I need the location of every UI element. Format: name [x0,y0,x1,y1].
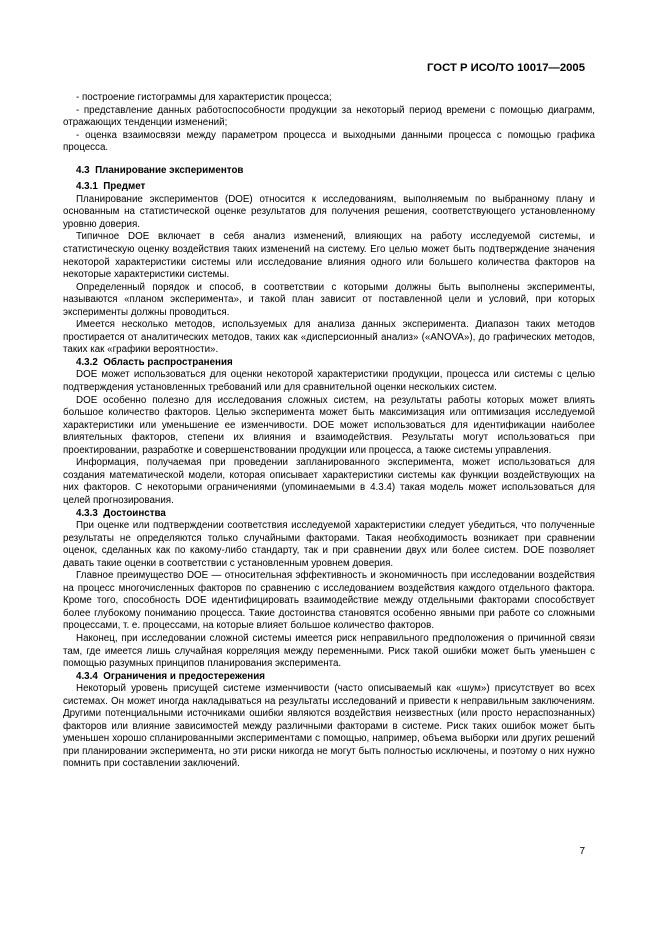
subsection-number: 4.3.2 [76,356,98,368]
subsection-number: 4.3.3 [76,507,98,519]
document-header: ГОСТ Р ИСО/ТО 10017—2005 [427,62,585,74]
paragraph: DOE может использоваться для оценки некоторой характеристики продукции, процесса или системы с целью подтверждения установленных требований или для сравнительной оценки нескольких систем. [63,369,595,394]
subsection-number: 4.3.4 [76,670,98,682]
paragraph: Наконец, при исследовании сложной системы имеется риск неправильного предположения о причинной связи там, где имеется лишь случайная корреляция между переменными. Риск такой ошибки может быть уменьшен с помощью разумных принципов планирования эксперимента. [63,632,595,670]
subsection-title: Предмет [103,181,146,193]
paragraph: Главное преимущество DOE — относительная эффективность и экономичность при исследовании воздействия на процесс многочисленных факторов по сравнению с исследованием воздействия каждого отдельного фактора. Кроме того, способность DOE идентифицировать взаимодействие между отдельными факторами способствует более глубокому пониманию процесса. Такие достоинства становятся особенно явными при работе со сложными процессами, т. е. процессами, на которые влияет большое количество факторов. [63,570,595,632]
paragraph: Имеется несколько методов, используемых для анализа данных эксперимента. Диапазон таких методов простирается от аналитических методов, таких как «дисперсионный анализ» («ANOVA»), до графических методов, таких как «графики вероятности». [63,319,595,356]
section-heading [63,165,595,178]
paragraph: При оценке или подтверждении соответствия исследуемой характеристики следует убедиться, что полученные результаты не определяются только случайными факторами. Такая необходимость возникает при сравнении оценок, сделанных как по какому-либо стандарту, так и при сравнении двух или более систем. DOE позволяет давать такие оценки в соответствии с установленным уровнем доверия. [63,520,595,569]
list-item: - построение гистограммы для характеристик процесса; [76,92,332,103]
subsection-heading [63,357,595,370]
subsection-title: Ограничения и предостережения [103,670,265,682]
subsection-title: Область распространения [103,356,233,368]
list-item: - оценка взаимосвязи между параметром процесса и выходными данными процесса с помощью графика процесса. [63,129,595,154]
paragraph: Некоторый уровень присущей системе изменчивости (часто описываемый как «шум») присутствует во всех системах. Он может иногда накладываться на результаты исследований и привести к неправильным заключениям. Другими потенциальными источниками ошибки являются воздействия неизвестных (или просто нераспознанных) факторов или влияние зависимостей между различными факторами в системе. Риск таких ошибок может быть уменьшен хорошо спланированными экспериментами с помощью, например, объема выборки или других решений при планировании эксперимента, но эти риски никогда не могут быть полностью исключены, и поэтому о них нужно помнить при составлении заключений. [63,683,595,770]
subsection-number: 4.3.1 [76,181,98,193]
paragraph: Определенный порядок и способ, в соответствии с которыми должны быть выполнены эксперименты, называются «планом эксперимента», и такой план зависит от поставленной цели и условий, при которых эксперименты должны проводиться. [63,281,595,318]
paragraph: Информация, получаемая при проведении запланированного эксперимента, может использоваться для создания математической модели, которая описывает характеристики системы как функции воздействующих на них факторов. С некоторыми ограничениями (упоминаемыми в 4.3.4) такая модель может использоваться для целей прогнозирования. [63,457,595,506]
document-body [63,92,595,771]
subsection-heading [63,181,595,194]
section-number: 4.3 [76,164,90,176]
subsection-heading [63,508,595,521]
page-number: 7 [579,846,585,857]
subsection-title: Достоинства [103,507,166,519]
paragraph: Типичное DOE включает в себя анализ изменений, влияющих на работу исследуемой системы, и статистическую оценку воздействия таких изменений на систему. Его целью может быть подтверждение значения некоторой характеристики системы или исследование влияния одного или большего количества факторов на некоторые характеристики системы. [63,231,595,281]
subsection-heading [63,671,595,684]
paragraph: DOE особенно полезно для исследования сложных систем, на результаты работы которых может влиять большое количество факторов. Целью эксперимента может быть максимизация или оптимизация исследуемой характеристики или уменьшение ее изменчивости. DOE может использоваться для идентификации наиболее влиятельных факторов, степени их влияния и взаимодействия. Результаты могут использоваться при проектировании, разработке и совершенствовании продукции или процесса, а также системы управления. [63,394,595,456]
paragraph: Планирование экспериментов (DOE) относится к исследованиям, выполняемым по выбранному плану и основанным на статистической оценке результатов для получения решения, соответствующего установленному уровню доверия. [63,193,595,230]
section-title: Планирование экспериментов [95,164,244,176]
list-item: - представление данных работоспособности продукции за некоторый период времени с помощью диаграмм, отражающих тенденции изменений; [63,104,595,129]
